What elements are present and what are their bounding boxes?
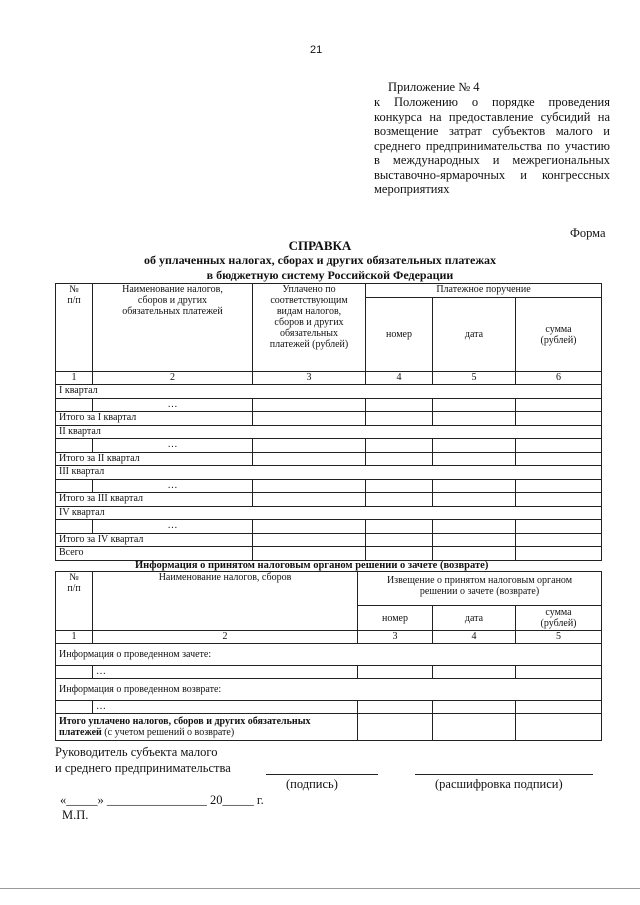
table2-title: Информация о принятом налоговым органом решении о зачете (возврате) [135, 560, 489, 571]
cell[interactable] [366, 533, 433, 547]
table-row [56, 520, 602, 534]
signature-line[interactable] [266, 774, 378, 775]
cell[interactable] [433, 547, 516, 561]
ellipsis[interactable]: … [93, 479, 253, 493]
cell[interactable] [433, 439, 516, 453]
cell[interactable] [56, 479, 93, 493]
decode-caption: (расшифровка подписи) [435, 777, 563, 791]
total-label: Итого за I квартал [56, 412, 253, 426]
cell[interactable] [253, 412, 366, 426]
col-number: 4 [433, 631, 516, 644]
col-number: 3 [358, 631, 433, 644]
cell[interactable] [366, 547, 433, 561]
page-number: 21 [310, 44, 323, 56]
cell[interactable] [516, 714, 602, 741]
cell[interactable] [366, 493, 433, 507]
header-number: номер [358, 606, 433, 631]
refund-info-row: Информация о проведенном возврате: [56, 679, 602, 701]
total-label: Всего [56, 547, 253, 561]
col-number: 4 [366, 372, 433, 385]
total-label: Итого за IV квартал [56, 533, 253, 547]
col-number: 6 [516, 372, 602, 385]
cell[interactable] [253, 520, 366, 534]
col-number: 1 [56, 372, 93, 385]
ellipsis[interactable]: … [93, 439, 253, 453]
cell[interactable] [516, 547, 602, 561]
col-number: 5 [516, 631, 602, 644]
cell[interactable] [516, 701, 602, 714]
cell[interactable] [516, 533, 602, 547]
col-number: 3 [253, 372, 366, 385]
head-label-1: Руководитель субъекта малого [55, 745, 218, 759]
cell[interactable] [366, 398, 433, 412]
appendix-text: к Положению о порядке проведения конкурса на предоставление субсидий на возмещение затрат субъектов малого и среднего предпринимательства по участию в международных и межрегиональных выставочно-ярмарочных и конгрессных мероприятиях [374, 95, 610, 196]
header-name: Наименование налогов, сборов [93, 572, 358, 631]
cell[interactable] [253, 398, 366, 412]
header-num: № п/п [56, 284, 93, 372]
cell[interactable] [516, 439, 602, 453]
total-label: Итого за III квартал [56, 493, 253, 507]
cell[interactable] [253, 533, 366, 547]
doc-subtitle-1: об уплаченных налогах, сборах и других обязательных платежах [143, 253, 497, 267]
date-line[interactable]: «_____» ________________ 20_____ г. [60, 793, 264, 807]
payments-table [55, 283, 602, 561]
col-number: 2 [93, 631, 358, 644]
header-num: № п/п [56, 572, 93, 631]
table-row [56, 479, 602, 493]
cell[interactable] [366, 520, 433, 534]
cell[interactable] [56, 520, 93, 534]
table-row [56, 533, 602, 547]
cell[interactable] [366, 412, 433, 426]
doc-subtitle-2: в бюджетную систему Российской Федерации [206, 268, 454, 282]
cell[interactable] [366, 479, 433, 493]
decode-line[interactable] [415, 774, 593, 775]
cell[interactable] [253, 547, 366, 561]
total-label: Итого за II квартал [56, 452, 253, 466]
cell[interactable] [433, 479, 516, 493]
cell[interactable] [433, 701, 516, 714]
total-rest: (с учетом решений о возврате) [101, 727, 235, 738]
quarter-header: IV квартал [56, 506, 602, 520]
cell[interactable] [366, 452, 433, 466]
header-name: Наименование налогов, сборов и других обязательных платежей [93, 284, 253, 372]
col-number: 2 [93, 372, 253, 385]
cell[interactable] [358, 714, 433, 741]
header-sum: сумма (рублей) [516, 298, 602, 372]
cell[interactable] [358, 666, 433, 679]
cell[interactable] [366, 439, 433, 453]
cell[interactable] [433, 398, 516, 412]
ellipsis[interactable]: … [93, 398, 253, 412]
offset-info-row: Информация о проведенном зачете: [56, 644, 602, 666]
cell[interactable] [253, 479, 366, 493]
cell[interactable] [56, 666, 93, 679]
signature-caption: (подпись) [286, 777, 338, 791]
table-row [56, 412, 602, 426]
cell[interactable] [433, 714, 516, 741]
total-row-label [56, 714, 358, 741]
header-paid: Уплачено по соответствующим видам налогов, сборов и других обязательных платежей (рублей) [253, 284, 366, 372]
cell[interactable] [358, 701, 433, 714]
table-row [56, 506, 602, 520]
cell[interactable] [433, 493, 516, 507]
table-row [56, 493, 602, 507]
cell[interactable] [253, 493, 366, 507]
cell[interactable] [516, 493, 602, 507]
cell[interactable] [516, 666, 602, 679]
col-number: 5 [433, 372, 516, 385]
total-bold: Итого уплачено налогов, сборов и других обязательных платежей [59, 716, 311, 738]
table-row [56, 398, 602, 412]
decisions-table [55, 571, 602, 741]
table-row [56, 385, 602, 399]
cell[interactable] [253, 452, 366, 466]
cell[interactable] [516, 479, 602, 493]
page-bottom-rule [0, 888, 640, 889]
cell[interactable] [56, 701, 93, 714]
ellipsis[interactable]: … [93, 666, 358, 679]
stamp-label: М.П. [62, 808, 89, 822]
header-date: дата [433, 606, 516, 631]
cell[interactable] [433, 452, 516, 466]
header-sum: сумма (рублей) [516, 606, 602, 631]
cell[interactable] [253, 439, 366, 453]
cell[interactable] [56, 398, 93, 412]
table-row [56, 452, 602, 466]
ellipsis[interactable]: … [93, 701, 358, 714]
quarter-header: I квартал [56, 385, 602, 399]
cell[interactable] [433, 412, 516, 426]
header-number: номер [366, 298, 433, 372]
table-row [56, 439, 602, 453]
table-row [56, 466, 602, 480]
form-label: Форма [570, 226, 606, 240]
cell[interactable] [516, 452, 602, 466]
cell[interactable] [516, 412, 602, 426]
col-number: 1 [56, 631, 93, 644]
ellipsis[interactable]: … [93, 520, 253, 534]
quarter-header: II квартал [56, 425, 602, 439]
cell[interactable] [433, 533, 516, 547]
cell[interactable] [516, 520, 602, 534]
table-row [56, 547, 602, 561]
header-date: дата [433, 298, 516, 372]
head-label-2: и среднего предпринимательства [55, 761, 231, 775]
cell[interactable] [433, 520, 516, 534]
header-payment-order: Платежное поручение [366, 284, 602, 298]
appendix-title: Приложение № 4 [388, 80, 480, 94]
header-notice: Извещение о принятом налоговым органом решении о зачете (возврате) [358, 572, 602, 606]
cell[interactable] [433, 666, 516, 679]
cell[interactable] [56, 439, 93, 453]
doc-title: СПРАВКА [288, 238, 352, 253]
cell[interactable] [516, 398, 602, 412]
quarter-header: III квартал [56, 466, 602, 480]
table-row [56, 425, 602, 439]
